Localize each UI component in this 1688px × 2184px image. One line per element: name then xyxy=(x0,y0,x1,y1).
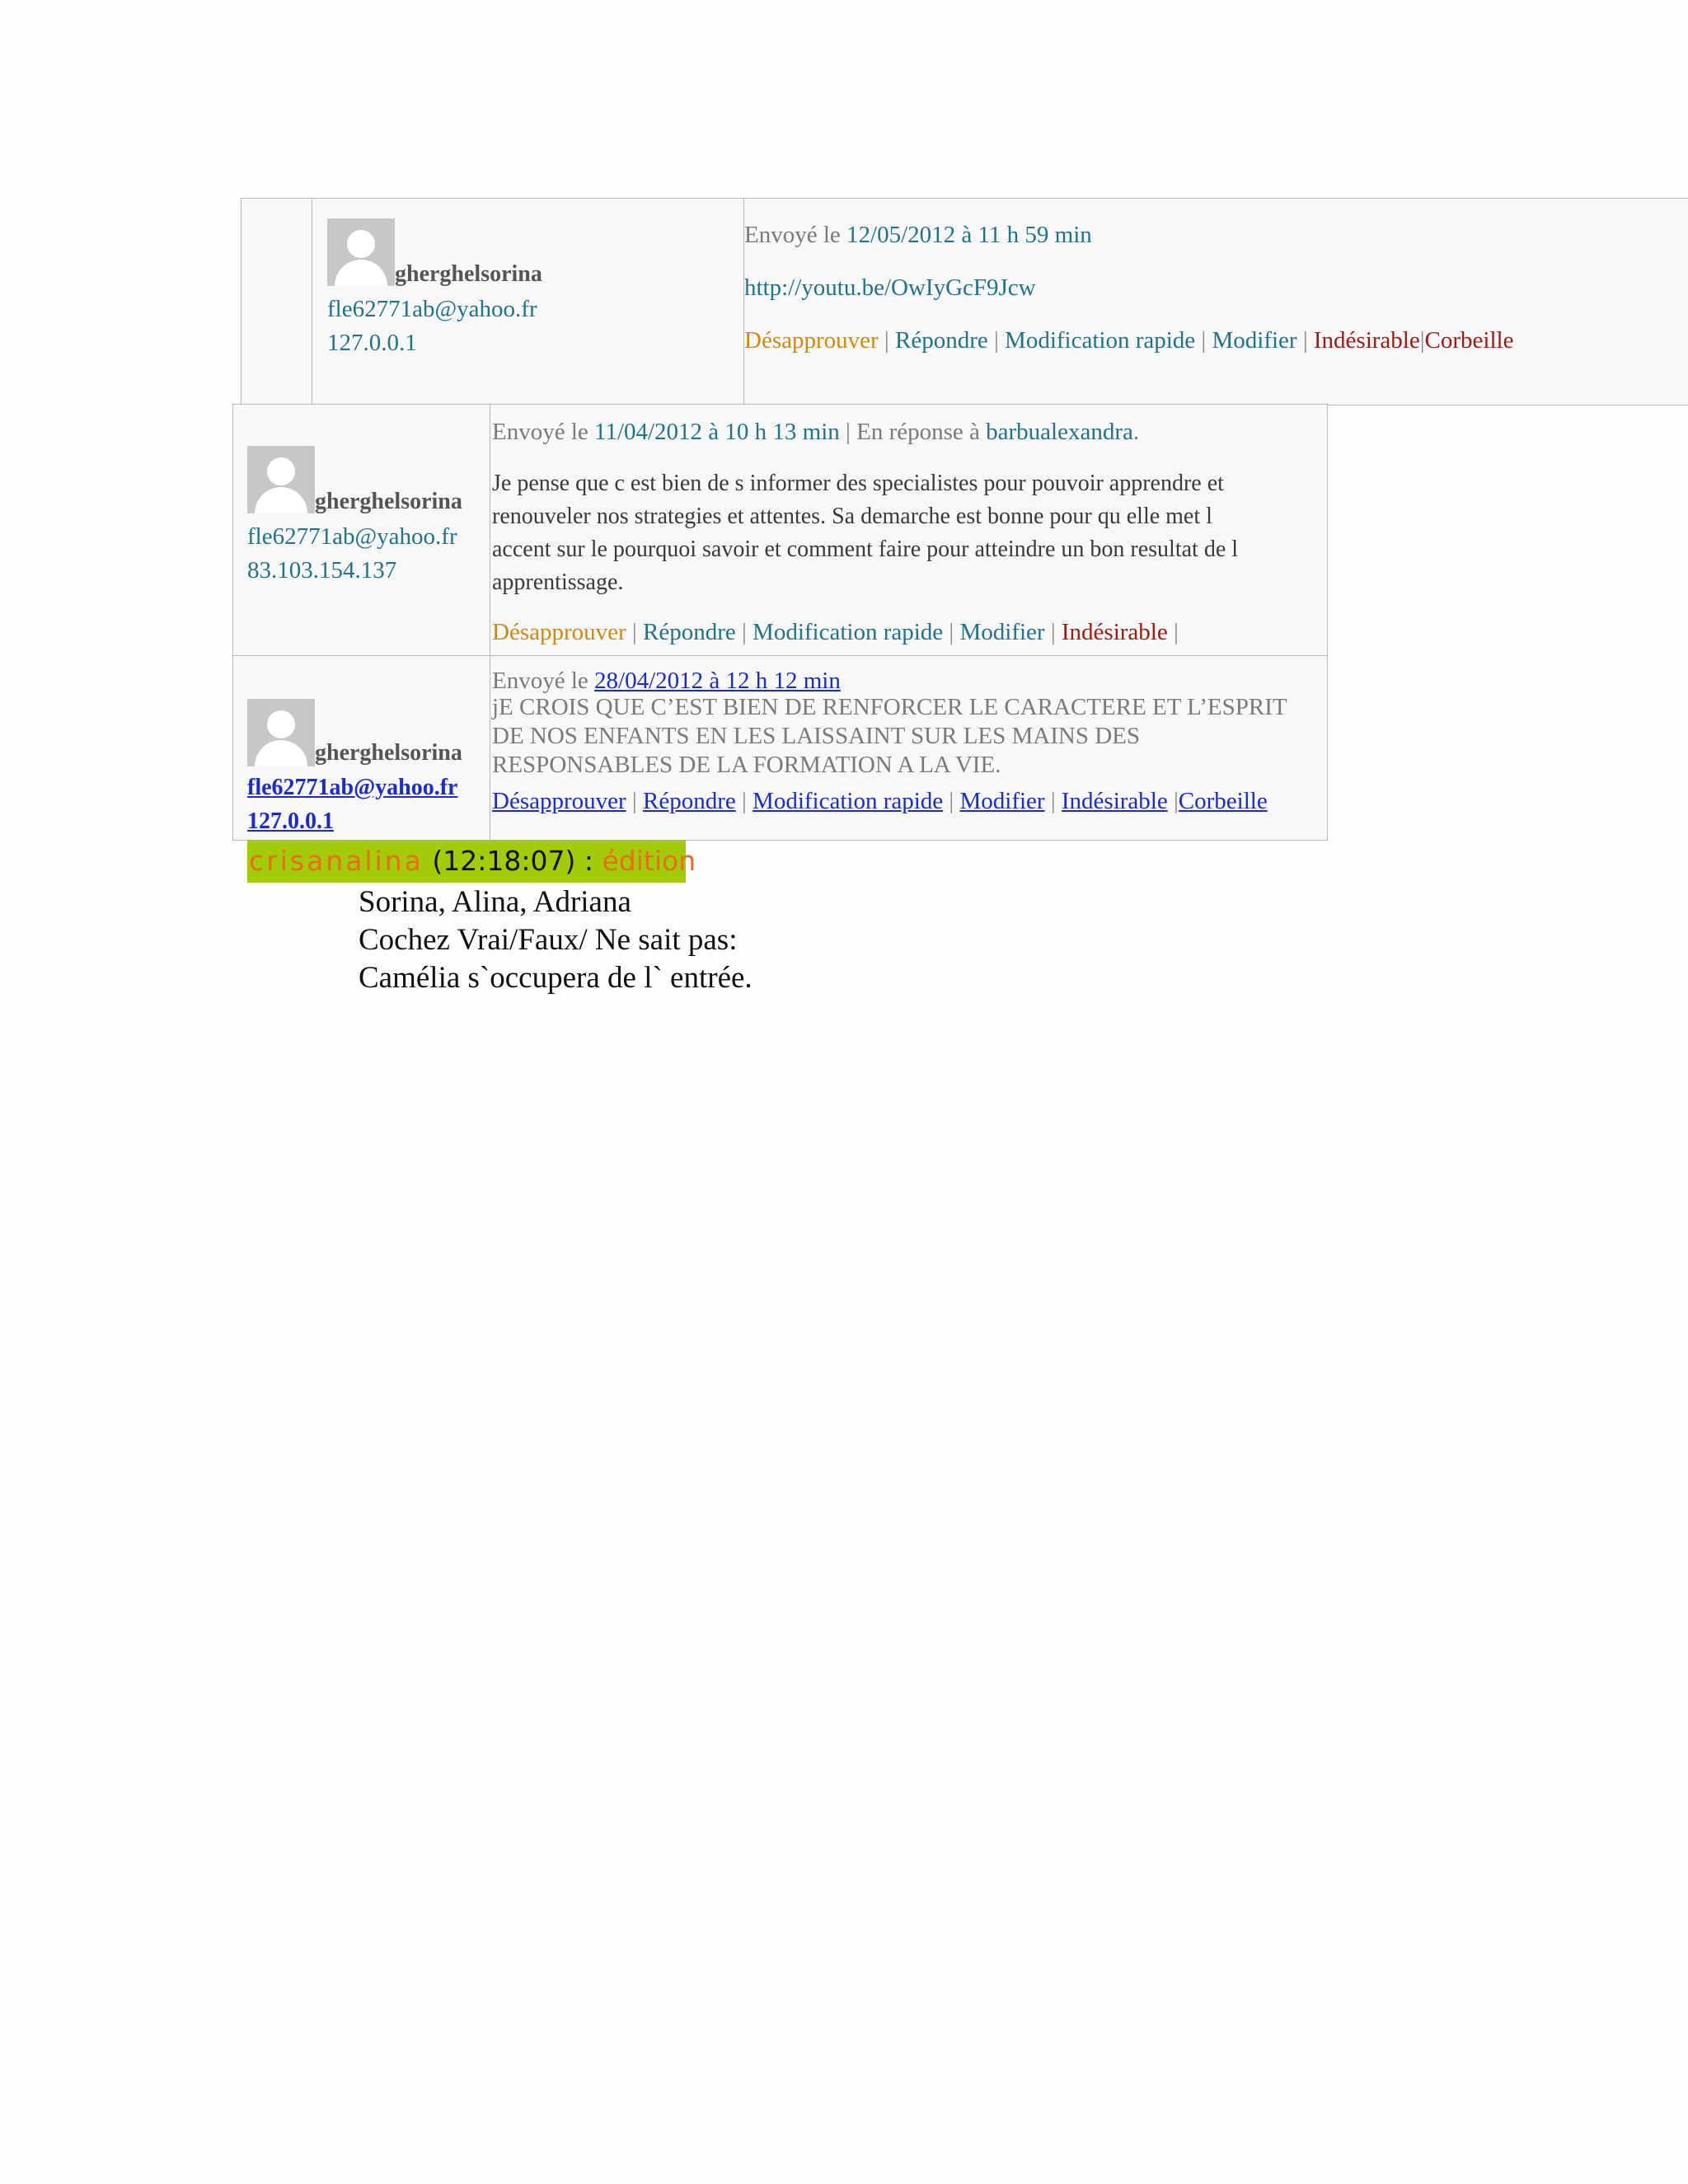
separator: | xyxy=(884,327,889,354)
separator: | xyxy=(1419,327,1425,354)
default-avatar-icon xyxy=(247,699,315,766)
comment-row-3 xyxy=(232,655,1328,841)
separator: | xyxy=(1302,327,1308,354)
content-line: renouveler nos strategies et attentes. Sa demarche est bonne pour qu elle met l xyxy=(492,504,1212,529)
disapprove-link[interactable]: Désapprouver xyxy=(492,619,626,645)
comment-date-link[interactable]: 11/04/2012 à 10 h 13 min xyxy=(594,419,840,445)
content-line: RESPONSABLES DE LA FORMATION A LA VIE. xyxy=(492,752,1001,778)
author-column xyxy=(312,199,744,405)
default-avatar-icon xyxy=(327,218,395,286)
chat-username: crisanalina xyxy=(249,845,424,877)
spam-link[interactable]: Indésirable xyxy=(1061,619,1168,645)
comment-row-1 xyxy=(241,198,1688,405)
reply-link[interactable]: Répondre xyxy=(642,619,736,645)
author-name: gherghelsorina xyxy=(395,261,542,287)
author-ip-link[interactable]: 83.103.154.137 xyxy=(247,557,397,583)
reply-link[interactable]: Répondre xyxy=(642,788,736,814)
author-ip-link[interactable]: 127.0.0.1 xyxy=(327,330,417,356)
row-actions xyxy=(492,616,1179,649)
comment-column xyxy=(744,199,1688,405)
author-email-link[interactable]: fle62771ab@yahoo.fr xyxy=(327,296,537,322)
content-line: Je pense que c est bien de s informer des specialistes pour pouvoir apprendre et xyxy=(492,471,1224,496)
spam-link[interactable]: Indésirable xyxy=(1061,788,1168,814)
sent-label: Envoyé le xyxy=(492,668,588,694)
comment-date-link[interactable]: 12/05/2012 à 11 h 59 min xyxy=(846,222,1092,248)
author-ip-link[interactable]: 127.0.0.1 xyxy=(247,808,334,834)
separator: | xyxy=(741,788,747,814)
chat-edit-link[interactable]: édition xyxy=(602,845,696,877)
chat-message-body xyxy=(359,883,753,997)
separator: | xyxy=(949,619,954,645)
content-line: DE NOS ENFANTS EN LES LAISSAINT SUR LES MAINS DES xyxy=(492,723,1141,749)
separator: | xyxy=(1173,619,1179,645)
comment-meta xyxy=(492,668,841,694)
comment-row-2 xyxy=(232,404,1328,656)
reply-to-author-link[interactable]: barbualexandra xyxy=(986,419,1133,445)
separator: | xyxy=(993,327,999,354)
chat-line: Sorina, Alina, Adriana xyxy=(359,885,631,919)
edit-link[interactable]: Modifier xyxy=(959,788,1045,814)
spam-link[interactable]: Indésirable xyxy=(1313,327,1420,354)
checkbox-column xyxy=(241,199,312,405)
separator: | xyxy=(1050,788,1056,814)
comment-date-link[interactable]: 28/04/2012 à 12 h 12 min xyxy=(594,668,841,694)
comment-content-link[interactable]: http://youtu.be/OwIyGcF9Jcw xyxy=(744,274,1036,301)
author-email-link[interactable]: fle62771ab@yahoo.fr xyxy=(247,775,458,800)
chat-line: Cochez Vrai/Faux/ Ne sait pas: xyxy=(359,923,738,957)
default-avatar-icon xyxy=(247,446,315,513)
comment-content xyxy=(492,467,1238,599)
disapprove-link[interactable]: Désapprouver xyxy=(744,327,879,354)
quick-edit-link[interactable]: Modification rapide xyxy=(753,619,944,645)
row-actions xyxy=(492,785,1268,818)
sent-label: Envoyé le xyxy=(744,222,841,248)
comment-content xyxy=(492,693,1287,780)
content-line: accent sur le pourquoi savoir et comment faire pour atteindre un bon resultat de l xyxy=(492,537,1239,562)
separator: | xyxy=(1050,619,1056,645)
separator: | xyxy=(1201,327,1207,354)
comment-meta xyxy=(492,415,1139,448)
author-name: gherghelsorina xyxy=(315,740,462,766)
sent-label: Envoyé le xyxy=(492,419,588,445)
content-line: apprentissage. xyxy=(492,569,624,595)
separator: | xyxy=(631,619,637,645)
row-actions xyxy=(744,324,1513,357)
separator: | xyxy=(949,788,954,814)
author-email-link[interactable]: fle62771ab@yahoo.fr xyxy=(247,523,457,550)
chat-line: Camélia s`occupera de l` entrée. xyxy=(359,961,753,995)
chat-message-header xyxy=(247,840,696,883)
edit-link[interactable]: Modifier xyxy=(959,619,1045,645)
chat-timestamp: (12:18:07) : xyxy=(432,845,593,877)
comment-column xyxy=(490,656,1327,840)
separator: | xyxy=(631,788,637,814)
in-reply-to-label: | En réponse à xyxy=(846,419,980,445)
reply-link[interactable]: Répondre xyxy=(894,327,988,354)
edit-link[interactable]: Modifier xyxy=(1212,327,1297,354)
author-name: gherghelsorina xyxy=(315,489,462,514)
separator: | xyxy=(741,619,747,645)
quick-edit-link[interactable]: Modification rapide xyxy=(753,788,944,814)
author-column xyxy=(233,656,490,840)
trash-link[interactable]: Corbeille xyxy=(1424,327,1514,354)
author-column xyxy=(233,405,490,655)
trash-link[interactable]: Corbeille xyxy=(1178,788,1268,814)
disapprove-link[interactable]: Désapprouver xyxy=(492,788,626,814)
comment-column xyxy=(490,405,1327,655)
separator: | xyxy=(1173,788,1179,814)
quick-edit-link[interactable]: Modification rapide xyxy=(1005,327,1196,354)
content-line: jE CROIS QUE C’EST BIEN DE RENFORCER LE CARACTERE ET L’ESPRIT xyxy=(492,694,1287,720)
comment-meta xyxy=(744,218,1092,251)
reply-to-suffix: . xyxy=(1132,419,1140,445)
